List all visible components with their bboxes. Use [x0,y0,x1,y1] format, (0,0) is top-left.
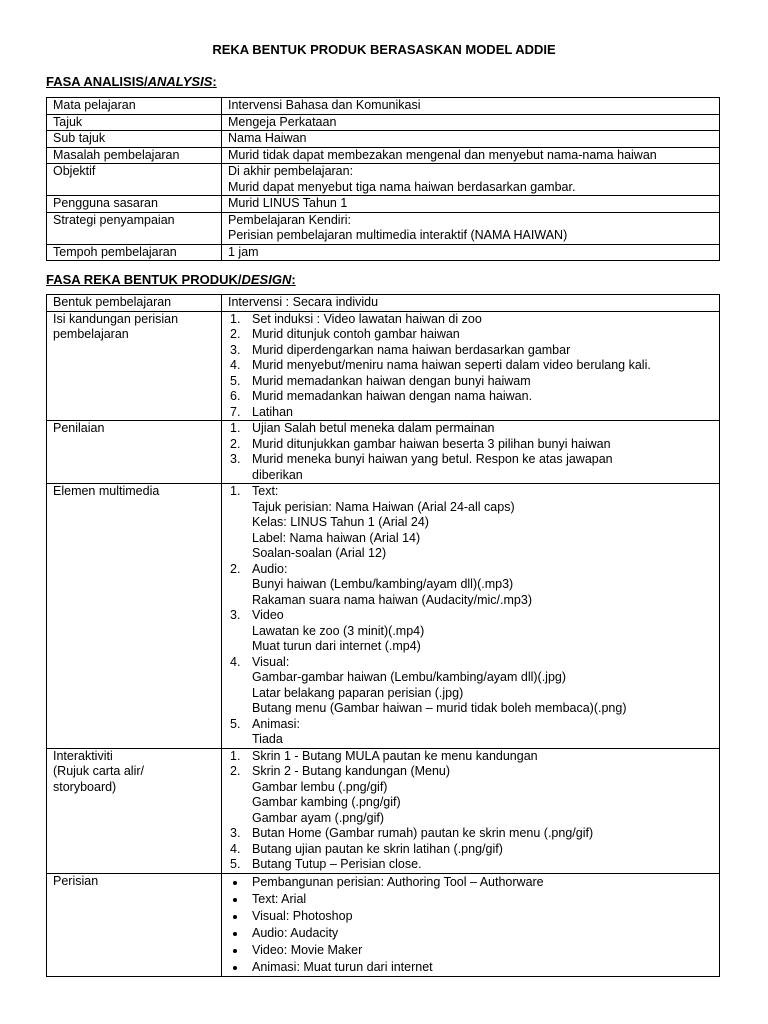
analysis-row-label: Masalah pembelajaran [47,147,222,164]
design-row [47,873,720,976]
list-item-text: Murid ditunjukkan gambar haiwan beserta 3 pilihan bunyi haiwan [252,436,611,451]
design-row-label [47,311,222,421]
list-item-text: Latar belakang paparan perisian (.jpg) [252,685,464,700]
design-row-label-line: Perisian [53,873,99,888]
list-item-number: 3. [230,342,241,357]
list-item-text: diberikan [252,467,303,482]
design-row-label [47,873,222,976]
list-item-text: Gambar kambing (.png/gif) [252,795,401,809]
list-item [228,389,713,405]
list-item-number: 2. [230,436,241,451]
list-item-text: Butang menu (Gambar haiwan – murid tidak boleh membaca)(.png) [252,701,627,715]
design-row-label-line: Interaktiviti [53,748,113,763]
analysis-heading-suffix: : [212,74,217,89]
analysis-row [47,164,720,196]
list-item [228,343,713,359]
analysis-row [47,98,720,115]
list-item-text: Soalan-soalan (Arial 12) [252,546,387,560]
list-item [228,374,713,390]
list-item-text: Lawatan ke zoo (3 minit)(.mp4) [252,623,425,638]
list-item [228,562,713,609]
list-item-text: Text: [252,484,279,498]
design-row-label-line: Isi kandungan perisian [53,311,179,326]
analysis-row-value [222,244,720,261]
analysis-row [47,147,720,164]
list-item-text: Bunyi haiwan (Lembu/kambing/ayam dll)(.mp3) [252,577,514,591]
list-item [228,358,713,374]
analysis-row-label: Strategi penyampaian [47,212,222,244]
list-item-number: 2. [230,561,241,576]
design-row-label-line: (Rujuk carta alir/ [53,764,144,778]
list-item-number: 4. [230,654,241,669]
list-item-text: Tiada [252,732,283,746]
analysis-row-line: Murid dapat menyebut tiga nama haiwan berdasarkan gambar. [228,179,576,194]
design-heading [46,272,296,287]
list-item-number: 3. [230,452,241,466]
list-item-number: 5. [230,857,241,871]
bullet-item: Audio: Audacity [228,925,713,942]
list-item [228,749,713,765]
design-row-line: Intervensi : Secara individu [228,295,379,309]
design-row-label-line: storyboard) [53,779,117,794]
list-item-number: 5. [230,373,241,388]
design-row [47,484,720,749]
list-item [228,764,713,826]
analysis-row-label: Sub tajuk [47,131,222,148]
design-table [46,294,720,977]
design-row [47,311,720,421]
bullet-item: Pembangunan perisian: Authoring Tool – Authorware [228,874,713,891]
list-item-text: Visual: [252,654,290,669]
analysis-row-line: Nama Haiwan [228,131,307,145]
design-heading-italic: DESIGN [241,272,292,287]
analysis-row [47,212,720,244]
list-item-text: Label: Nama haiwan (Arial 14) [252,530,421,545]
design-row [47,295,720,312]
analysis-row-value [222,164,720,196]
list-item-number: 1. [230,748,241,763]
list-item [228,437,713,453]
design-row-value [222,295,720,312]
design-row-value [222,421,720,484]
list-item [228,421,713,437]
list-item-text: Animasi: [252,716,300,731]
design-row [47,748,720,873]
design-heading-prefix: FASA REKA BENTUK PRODUK/ [46,272,242,287]
design-row-label-line: pembelajaran [53,327,129,341]
list-item-text: Tajuk perisian: Nama Haiwan (Arial 24-all caps) [252,499,515,514]
list-item [228,826,713,842]
design-row-label [47,484,222,749]
list-item-text: Gambar lembu (.png/gif) [252,779,388,794]
design-heading-suffix: : [291,272,296,287]
list-item-text: Gambar ayam (.png/gif) [252,810,384,825]
list-item-number: 6. [230,389,241,403]
design-row-label-line: Bentuk pembelajaran [53,295,172,309]
analysis-row-value [222,147,720,164]
design-row-value [222,748,720,873]
list-item [228,608,713,655]
list-item-text: Murid ditunjuk contoh gambar haiwan [252,327,460,341]
analysis-row-line: Di akhir pembelajaran: [228,164,354,178]
analysis-heading-prefix: FASA ANALISIS/ [46,74,148,89]
list-item-text: Set induksi : Video lawatan haiwan di zoo [252,311,482,326]
analysis-heading [46,74,217,89]
design-row-label [47,421,222,484]
list-item [228,842,713,858]
design-row-value [222,311,720,421]
analysis-row-label: Tajuk [47,114,222,131]
document-title: REKA BENTUK PRODUK BERASASKAN MODEL ADDIE [212,42,556,57]
analysis-row-value [222,114,720,131]
list-item-text: Murid meneka bunyi haiwan yang betul. Respon ke atas jawapan [252,452,613,466]
numbered-list [228,749,713,873]
list-item-text: Murid menyebut/meniru nama haiwan seperti dalam video berulang kali. [252,358,651,372]
analysis-row-line: 1 jam [228,244,259,259]
analysis-row-value [222,131,720,148]
list-item-number: 4. [230,358,241,372]
list-item-text: Latihan [252,404,294,419]
design-row [47,421,720,484]
analysis-row-value [222,196,720,213]
list-item-number: 1. [230,484,241,498]
design-row-label [47,295,222,312]
analysis-row-line: Intervensi Bahasa dan Komunikasi [228,98,421,112]
design-row-label-line: Elemen multimedia [53,484,160,498]
design-row-label-line: Penilaian [53,421,105,435]
list-item-text: Murid memadankan haiwan dengan bunyi haiwam [252,373,531,388]
list-item-text: Butang ujian pautan ke skrin latihan (.png/gif) [252,841,503,856]
list-item-number: 1. [230,421,241,435]
list-item-number: 1. [230,311,241,326]
list-item-number: 7. [230,404,241,419]
list-item-text: Gambar-gambar haiwan (Lembu/kambing/ayam dll)(.jpg) [252,670,567,684]
analysis-row [47,131,720,148]
analysis-row [47,244,720,261]
list-item-text: Butan Home (Gambar rumah) pautan ke skrin menu (.png/gif) [252,826,594,840]
design-row-label [47,748,222,873]
analysis-row-label: Objektif [47,164,222,196]
analysis-row-line: Murid LINUS Tahun 1 [228,196,348,210]
bullet-item: Animasi: Muat turun dari internet [228,959,713,976]
numbered-list [228,421,713,483]
list-item-number: 3. [230,826,241,840]
list-item-text: Skrin 2 - Butang kandungan (Menu) [252,764,451,778]
analysis-row-value [222,98,720,115]
analysis-row-label: Pengguna sasaran [47,196,222,213]
bullet-item: Video: Movie Maker [228,942,713,959]
list-item-number: 2. [230,327,241,341]
list-item-text: Skrin 1 - Butang MULA pautan ke menu kandungan [252,748,538,763]
list-item-text: Audio: [252,561,288,576]
bullet-item: Visual: Photoshop [228,908,713,925]
list-item [228,857,713,873]
analysis-row-label: Tempoh pembelajaran [47,244,222,261]
list-item [228,484,713,562]
analysis-row-value [222,212,720,244]
list-item-text: Video [252,608,284,622]
list-item-number: 4. [230,841,241,856]
analysis-row-line: Mengeja Perkataan [228,114,337,129]
analysis-row-line: Perisian pembelajaran multimedia interaktif (NAMA HAIWAN) [228,228,568,242]
analysis-table [46,97,720,261]
list-item-text: Muat turun dari internet (.mp4) [252,639,421,653]
list-item-number: 2. [230,764,241,778]
list-item-text: Rakaman suara nama haiwan (Audacity/mic/.mp3) [252,592,532,607]
list-item-text: Murid diperdengarkan nama haiwan berdasarkan gambar [252,342,571,357]
design-row-value [222,484,720,749]
list-item [228,717,713,748]
list-item-text: Butang Tutup – Perisian close. [252,857,422,871]
list-item-text: Murid memadankan haiwan dengan nama haiwan. [252,389,533,403]
list-item-number: 5. [230,716,241,731]
analysis-row [47,114,720,131]
analysis-row [47,196,720,213]
list-item-text: Kelas: LINUS Tahun 1 (Arial 24) [252,515,429,529]
analysis-row-line: Murid tidak dapat membezakan mengenal dan menyebut nama-nama haiwan [228,147,657,162]
list-item [228,312,713,328]
list-item-text: Ujian Salah betul meneka dalam permainan [252,421,495,435]
numbered-list [228,312,713,421]
list-item [228,327,713,343]
numbered-list [228,484,713,748]
list-item [228,452,713,483]
analysis-row-line: Pembelajaran Kendiri: [228,212,351,227]
bullet-item: Text: Arial [228,891,713,908]
analysis-heading-italic: ANALYSIS [147,74,213,89]
list-item [228,405,713,421]
design-row-value [222,873,720,976]
list-item [228,655,713,717]
list-item-number: 3. [230,608,241,622]
bullet-list [228,874,713,976]
analysis-row-label: Mata pelajaran [47,98,222,115]
